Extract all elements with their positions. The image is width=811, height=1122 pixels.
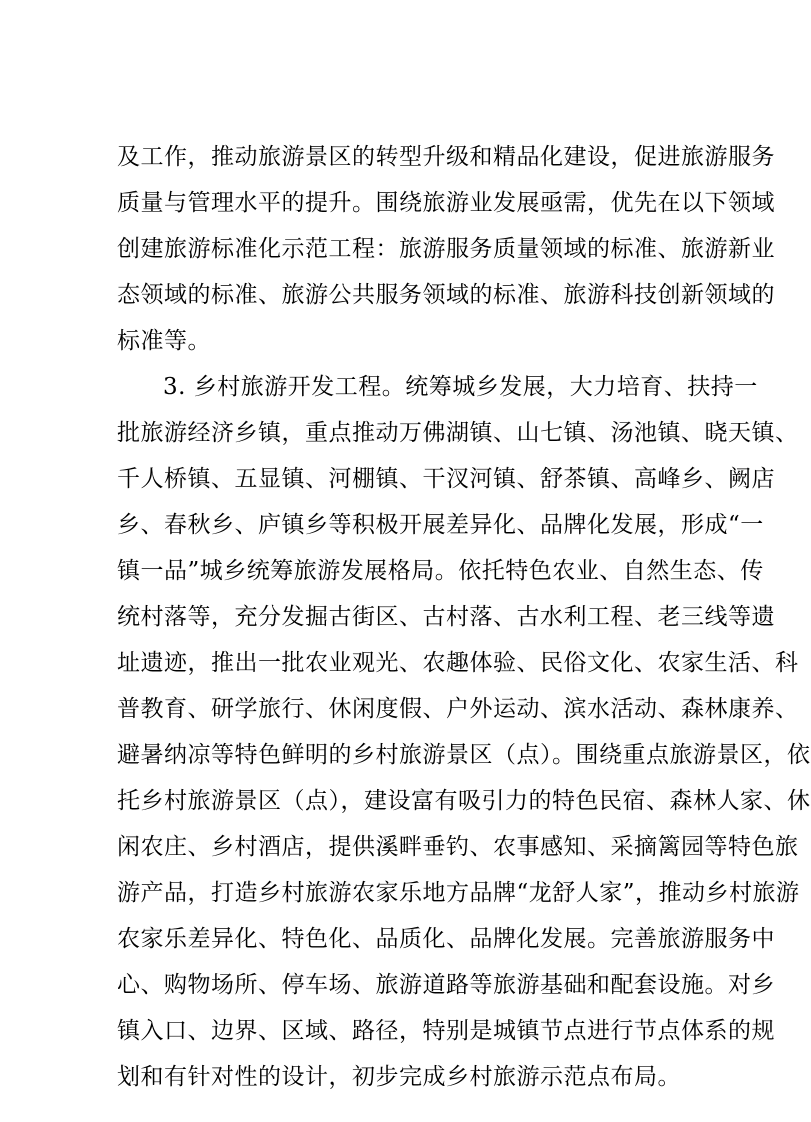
text-line: 及工作，推动旅游景区的转型升级和精品化建设，促进旅游服务 (117, 144, 775, 170)
text-line: 避暑纳凉等特色鲜明的乡村旅游景区（点）。围绕重点旅游景区，依 (117, 742, 811, 768)
text-line: 创建旅游标准化示范工程：旅游服务质量领域的标准、旅游新业 (117, 236, 775, 262)
text-line: 乡、春秋乡、庐镇乡等积极开展差异化、品牌化发展，形成“一 (117, 512, 764, 538)
text-line: 心、购物场所、停车场、旅游道路等旅游基础和配套设施。对乡 (117, 972, 775, 998)
text-line: 农家乐差异化、特色化、品质化、品牌化发展。完善旅游服务中 (117, 926, 775, 952)
text-line: 游产品，打造乡村旅游农家乐地方品牌“龙舒人家”，推动乡村旅游 (117, 880, 800, 906)
text-line: 址遗迹，推出一批农业观光、农趣体验、民俗文化、农家生活、科 (117, 650, 799, 676)
text-line: 划和有针对性的设计，初步完成乡村旅游示范点布局。 (117, 1064, 681, 1090)
text-line: 批旅游经济乡镇，重点推动万佛湖镇、山七镇、汤池镇、晓天镇、 (117, 420, 799, 446)
text-line: 普教育、研学旅行、休闲度假、户外运动、滨水活动、森林康养、 (117, 696, 799, 722)
text-line: 镇入口、边界、区域、路径，特别是城镇节点进行节点体系的规 (117, 1018, 775, 1044)
text-line: 统村落等，充分发掘古街区、古村落、古水利工程、老三线等遗 (117, 604, 775, 630)
text-line: 态领域的标准、旅游公共服务领域的标准、旅游科技创新领域的 (117, 282, 775, 308)
text-line: 托乡村旅游景区（点），建设富有吸引力的特色民宿、森林人家、休 (117, 788, 811, 814)
paragraph-heading-3: 3. 乡村旅游开发工程。统筹城乡发展，大力培育、扶持一 (163, 374, 758, 400)
text-line: 闲农庄、乡村酒店，提供溪畔垂钓、农事感知、采摘篱园等特色旅 (117, 834, 799, 860)
text-line: 镇一品”城乡统筹旅游发展格局。依托特色农业、自然生态、传 (117, 558, 764, 584)
text-line: 标准等。 (117, 328, 211, 354)
text-line: 千人桥镇、五显镇、河棚镇、干汊河镇、舒茶镇、高峰乡、阙店 (117, 466, 775, 492)
text-line: 质量与管理水平的提升。围绕旅游业发展亟需，优先在以下领域 (117, 190, 775, 216)
